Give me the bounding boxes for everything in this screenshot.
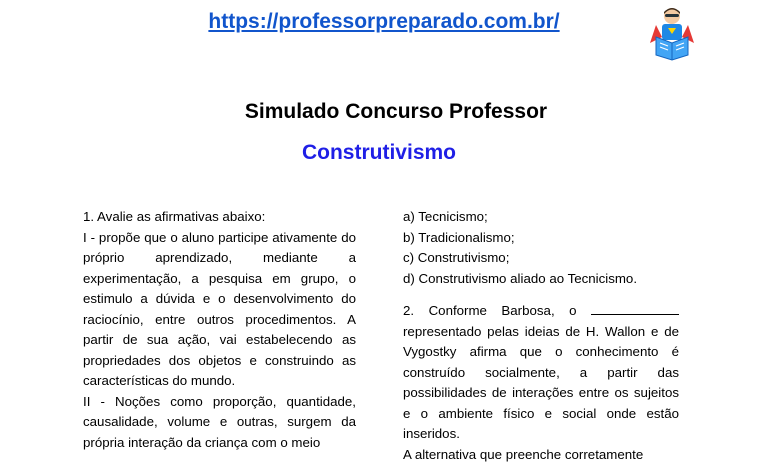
answer-option-a: a) Tecnicismo; [403, 209, 488, 224]
page-subtitle: Construtivismo [301, 141, 456, 164]
page-title: Simulado Concurso Professor [244, 100, 548, 123]
question-1-item-2: II - Noções como proporção, quantidade, causalidade, volume e outras, surgem da própria interação da criança com o meio [83, 393, 356, 450]
question-1-intro: 1. Avalie as afirmativas abaixo: [83, 209, 266, 224]
right-column [403, 207, 679, 465]
question-2-text [403, 301, 679, 445]
answer-option-d: d) Construtivismo aliado ao Tecnicismo. [403, 270, 638, 286]
fill-in-blank [591, 302, 679, 315]
superhero-teacher-logo-icon [648, 5, 696, 61]
site-url-link[interactable]: https://professorpreparado.com.br/ [208, 10, 560, 33]
question-2-start: 2. Conforme Barbosa, o [403, 303, 577, 318]
question-2-prompt: A alternativa que preenche corretamente [403, 446, 644, 462]
answer-option-b: b) Tradicionalismo; [403, 229, 515, 245]
left-column [83, 207, 356, 453]
question-1-item-1: I - propõe que o aluno participe ativamente do próprio aprendizado, mediante a experimentação, a pesquisa em grupo, o estimulo a dúvida e o desenvolvimento do raciocínio, entre outros procedimentos. A partir de sua ação, vai estabelecendo as propriedades dos objetos e construindo as características do mundo. [83, 229, 356, 388]
answer-option-c: c) Construtivismo; [403, 250, 510, 265]
question-2-rest: representado pelas ideias de H. Wallon e de Vygostky afirma que o conhecimento é construído socialmente, a partir das possibilidades de interações entre os sujeitos e o ambiente físico e social onde estão inseridos. [403, 323, 679, 441]
